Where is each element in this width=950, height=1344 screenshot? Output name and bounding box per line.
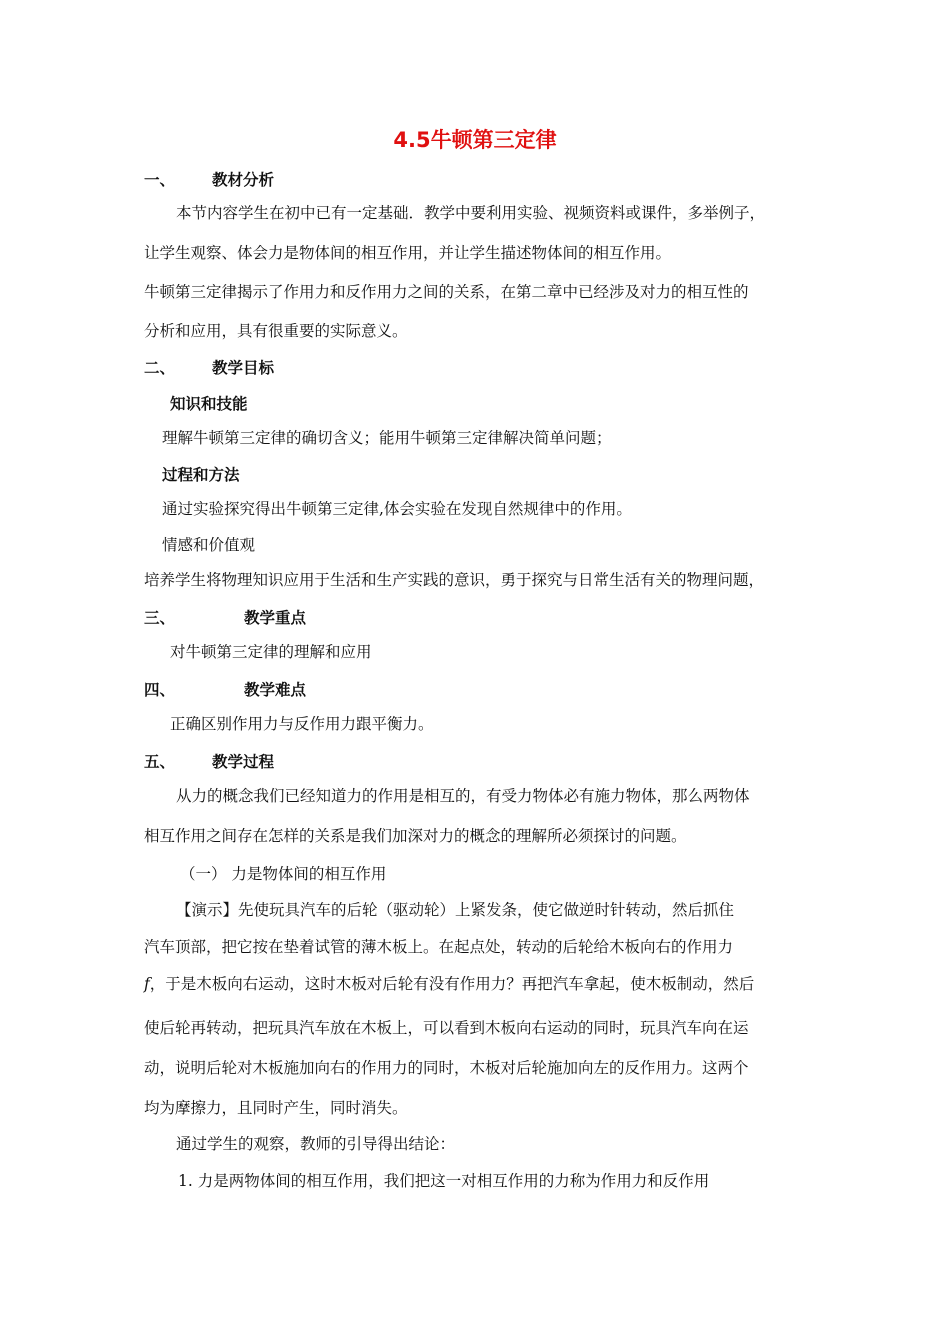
section-5-number: 五、 [144, 753, 176, 771]
process-part1-heading: （一） 力是物体间的相互作用 [180, 865, 387, 883]
section-2-heading: 教学目标 [212, 359, 275, 377]
process-intro-line2: 相互作用之间存在怎样的关系是我们加深对力的概念的理解所必须探讨的问题。 [144, 827, 687, 845]
section-3-heading: 教学重点 [244, 609, 307, 627]
demo-line3 [144, 974, 754, 994]
force-variable-f: f [144, 975, 150, 993]
key-point-text: 对牛顿第三定律的理解和应用 [170, 643, 372, 661]
demo-line3-text: ，于是木板向右运动，这时木板对后轮有没有作用力？再把汽车拿起，使木板制动，然后 [149, 975, 755, 993]
demo-line2: 汽车顶部，把它按在垫着试管的薄木板上。在起点处，转动的后轮给木板向右的作用力 [144, 938, 734, 956]
section-4-heading: 教学难点 [244, 681, 307, 699]
conclusion-intro: 通过学生的观察，教师的引导得出结论： [176, 1135, 456, 1153]
goal-process-heading: 过程和方法 [162, 466, 240, 484]
demo-line6: 均为摩擦力，且同时产生，同时消失。 [144, 1099, 408, 1117]
demo-line4: 使后轮再转动，把玩具汽车放在木板上，可以看到木板向右运动的同时，玩具汽车向在运 [144, 1019, 749, 1037]
section-4-number: 四、 [144, 681, 176, 699]
section-1-heading: 教材分析 [212, 171, 275, 189]
conclusion-item-1: 1. 力是两物体间的相互作用，我们把这一对相互作用的力称为作用力和反作用 [178, 1172, 710, 1190]
goal-knowledge-text: 理解牛顿第三定律的确切含义；能用牛顿第三定律解决简单问题； [162, 429, 612, 447]
page-title: 4.5牛顿第三定律 [393, 128, 557, 152]
analysis-p1-line1: 本节内容学生在初中已有一定基础．教学中要利用实验、视频资料或课件，多举例子， [176, 204, 766, 222]
difficulty-text: 正确区别作用力与反作用力跟平衡力。 [170, 715, 434, 733]
goal-knowledge-heading: 知识和技能 [170, 395, 248, 413]
analysis-p1-line2: 让学生观察、体会力是物体间的相互作用，并让学生描述物体间的相互作用。 [144, 244, 672, 262]
goal-emotion-text: 培养学生将物理知识应用于生活和生产实践的意识，勇于探究与日常生活有关的物理问题， [144, 571, 765, 589]
section-5-heading: 教学过程 [212, 753, 275, 771]
demo-line1: 【演示】先使玩具汽车的后轮（驱动轮）上紧发条，使它做逆时针转动，然后抓住 [176, 901, 735, 919]
demo-line5: 动，说明后轮对木板施加向右的作用力的同时，木板对后轮施加向左的反作用力。这两个 [144, 1059, 749, 1077]
section-1-number: 一、 [144, 171, 176, 189]
goal-process-text: 通过实验探究得出牛顿第三定律,体会实验在发现自然规律中的作用。 [162, 500, 632, 518]
section-3-number: 三、 [144, 609, 176, 627]
goal-emotion-heading: 情感和价值观 [162, 536, 256, 554]
section-2-number: 二、 [144, 359, 176, 377]
analysis-p2-line2: 分析和应用，具有很重要的实际意义。 [144, 322, 408, 340]
process-intro-line1: 从力的概念我们已经知道力的作用是相互的，有受力物体必有施力物体，那么两物体 [176, 787, 750, 805]
analysis-p2-line1: 牛顿第三定律揭示了作用力和反作用力之间的关系，在第二章中已经涉及对力的相互性的 [144, 283, 749, 301]
